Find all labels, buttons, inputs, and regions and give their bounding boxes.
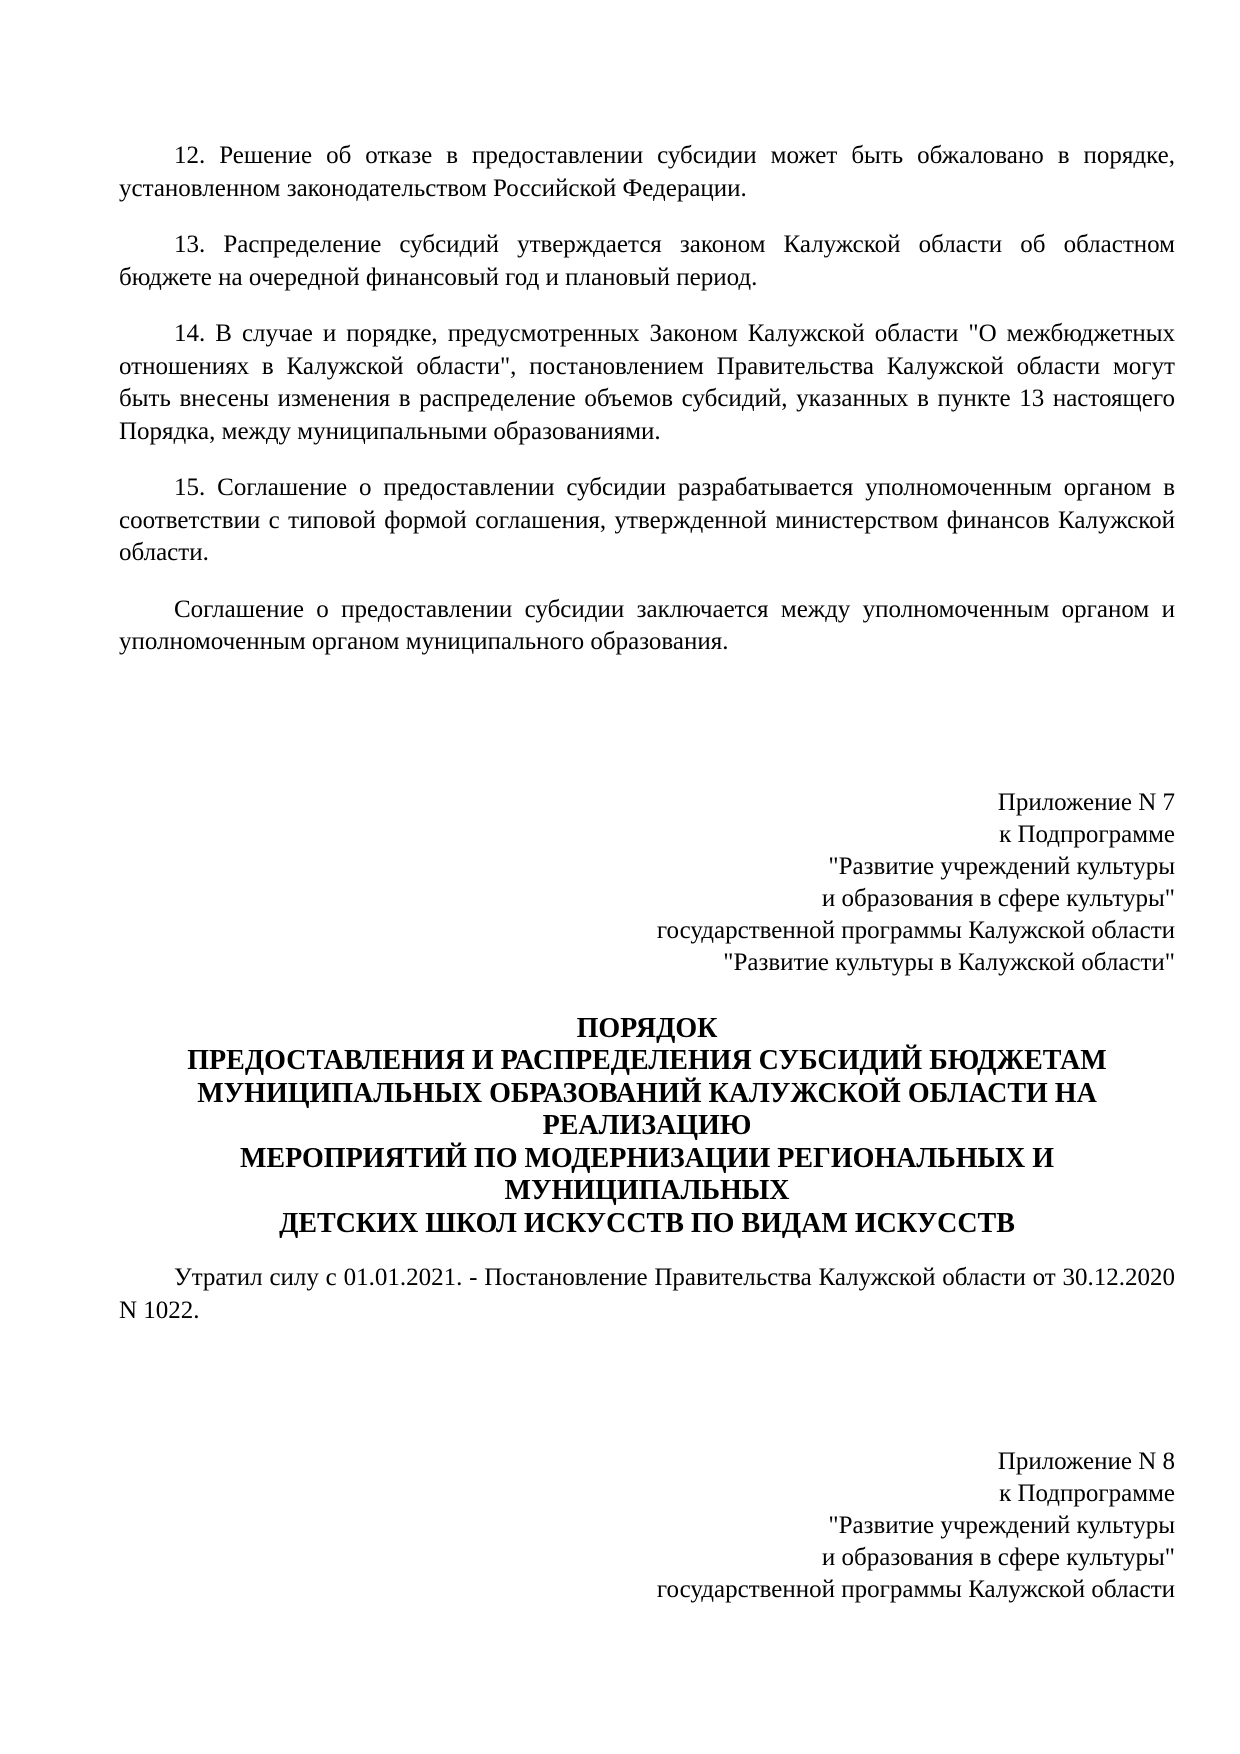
appendix-7-line-3: "Развитие учреждений культуры <box>828 852 1175 880</box>
order-title-line-4: РЕАЛИЗАЦИЮ <box>542 1110 752 1141</box>
paragraph-12: 12. Решение об отказе в предоставлении субсидии может быть обжаловано в порядке, установленном законодательством Российской Федерации. <box>119 142 1175 202</box>
order-title-line-1: ПОРЯДОК <box>576 1012 718 1044</box>
order-title-line-5: МЕРОПРИЯТИЙ ПО МОДЕРНИЗАЦИИ РЕГИОНАЛЬНЫХ И <box>239 1142 1055 1174</box>
document-page <box>119 140 1175 1606</box>
paragraph-13: 13. Распределение субсидий утверждается законом Калужской области об областном бюджете на очередной финансовый год и плановый период. <box>119 231 1175 291</box>
appendix-8-line-3: "Развитие учреждений культуры <box>828 1512 1175 1539</box>
appendix-7-line-1: Приложение N 7 <box>997 788 1175 816</box>
order-title <box>119 1013 1175 1241</box>
appendix-8-line-2: к Подпрограмме <box>999 1480 1175 1507</box>
appendix-8-line-5: государственной программы Калужской области <box>656 1576 1175 1603</box>
order-title-line-7: ДЕТСКИХ ШКОЛ ИСКУССТВ ПО ВИДАМ ИСКУССТВ <box>279 1207 1015 1239</box>
order-title-line-3: МУНИЦИПАЛЬНЫХ ОБРАЗОВАНИЙ КАЛУЖСКОЙ ОБЛАСТИ НА <box>197 1077 1097 1109</box>
appendix-7-line-5: государственной программы Калужской области <box>656 916 1175 944</box>
appendix-8-line-1: Приложение N 8 <box>997 1448 1175 1475</box>
paragraph-15: 15. Соглашение о предоставлении субсидии разрабатывается уполномоченным органом в соответствии с типовой формой соглашения, утвержденной министерством финансов Калужской области. <box>119 474 1175 566</box>
appendix-7-line-6: "Развитие культуры в Калужской области" <box>723 948 1175 976</box>
annulment-note: Утратил силу с 01.01.2021. - Постановление Правительства Калужской области от 30.12.2020 N 1022. <box>119 1264 1175 1324</box>
order-title-line-2: ПРЕДОСТАВЛЕНИЯ И РАСПРЕДЕЛЕНИЯ СУБСИДИЙ БЮДЖЕТАМ <box>187 1045 1107 1076</box>
appendix-8-line-4: и образования в сфере культуры" <box>821 1544 1175 1571</box>
appendix-7-line-2: к Подпрограмме <box>999 820 1175 848</box>
appendix-7-line-4: и образования в сфере культуры" <box>821 884 1175 912</box>
paragraph-15-agreement: Соглашение о предоставлении субсидии заключается между уполномоченным органом и уполномоченным органом муниципального образования. <box>119 595 1175 655</box>
appendix-8-header <box>119 1446 1175 1606</box>
paragraph-14: 14. В случае и порядке, предусмотренных Законом Калужской области "О межбюджетных отношениях в Калужской области", постановлением Правительства Калужской области могут быть внесены изменения в распределение объемов субсидий, указанных в пункте 13 настоящего Порядка, между муниципальными образованиями. <box>119 320 1175 445</box>
order-title-line-6: МУНИЦИПАЛЬНЫХ <box>504 1175 790 1206</box>
appendix-7-header <box>119 787 1175 979</box>
